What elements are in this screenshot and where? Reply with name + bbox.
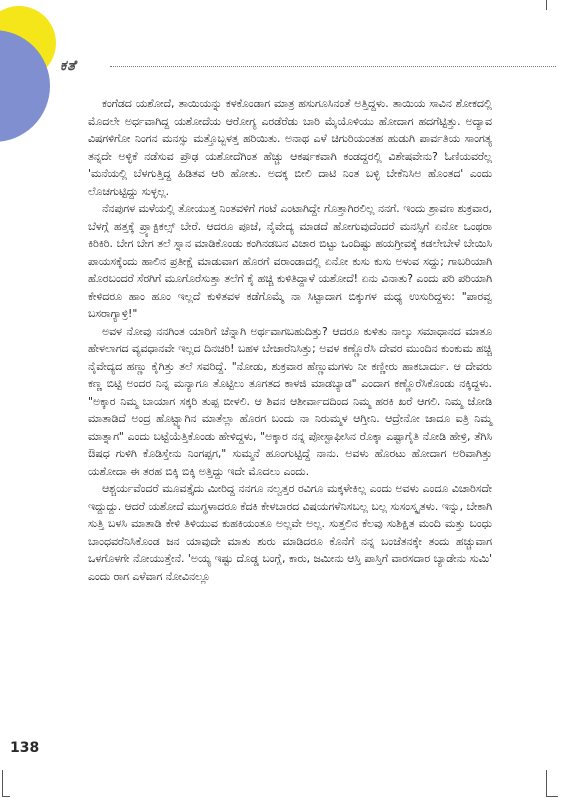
paragraph-4: ಆಶ್ಚರ್ಯವೆಂದರೆ ಮೂವತ್ತೈದು ಮೀರಿದ್ದ ನನಗೂ ನಲ್ವತ್ತರ ರವಿಗೂ ಮಕ್ಕಳೇಕಿಲ್ಲ ಎಂದು ಅವಳು ಎಂದೂ ವಿಚಾರಿಸದೇ ಇದ್ದುದ್ದು. ಆದರೆ ಯಶೋದೆ ಮುಗ್ಧಳಾದರೂ ಕೆದಕಿ ಕೇಳಬಾರದ ವಿಷಯಗಳೆನಿಸಬಲ್ಲ ಬಲ್ಲ ಸುಸಂಸ್ಕೃತಳು. ಇನ್ನು, ಬೇಕಾಗಿ ಸುತ್ತಿ ಬಳಸಿ ಮಾತಾಡಿ ಕೇಳಿ ತಿಳಿಯುವ ಕುಹಕಿಯಂತೂ ಅಲ್ಲವೇ ಅಲ್ಲ. ಸುತ್ತಲಿನ ಕೆಲವು ಸುಶಿಕ್ಷಿತ ಮಂದಿ ಮತ್ತು ಬಂಧು ಬಾಂಧವರೆನಿಸಿಕೊಂಡ ಜನ ಯಾವುದೇ ಮಾತು ಶುರು ಮಾಡಿದರೂ ಕೊನೆಗೆ ನನ್ನ ಬಂಜೆತನಕ್ಕೇ ತಂದು ಹಚ್ಚುವಾಗ ಒಳಗೊಳಗೇ ನೋಯುತ್ತೇನೆ. 'ಅಯ್ಯ ಇಷ್ಟು ದೊಡ್ಡ ಬಂಗ್ಲೆ, ಕಾರು, ಜಮೀನು ಆಸ್ತಿ ಪಾಸ್ತಿಗೆ ವಾರಸದಾರ ಬ್ಯಾಡೇನು ಸುಮಿ' ಎಂದು ರಾಗ ಎಳೆವಾಗ ನೋವಿನಲ್ಲೂ bbox=[88, 482, 492, 583]
story-body bbox=[88, 95, 492, 585]
crop-mark-bottom-right-h bbox=[546, 796, 558, 797]
crop-mark-bottom-left-h bbox=[2, 796, 10, 797]
crop-mark-top-right bbox=[546, 0, 547, 10]
crop-mark-bottom-right bbox=[546, 770, 547, 796]
page-number: 138 bbox=[10, 740, 40, 756]
paragraph-1: ಕಂಗೆಡದ ಯಶೋದೆ, ತಾಯಿಯನ್ನು ಕಳಕೊಂಡಾಗ ಮಾತ್ರ ಹಸುಗೂಸಿನಂತೆ ಅತ್ತಿದ್ದಳು. ತಾಯಿಯ ಸಾವಿನ ಶೋಕದಲ್ಲಿ ಮೊದಲೇ ಅರ್ಧವಾಗಿದ್ದ ಯಶೋದೆಯ ಆರೋಗ್ಯ ಎರಡೆರೆಡು ಬಾರಿ ಮೈಯೊಳಿಯು ಹೋದಾಗ ಹದಗೆಟ್ಟಿತ್ತು. ಅದ್ಯಾವ ವಿಷಗಳಿಗೋ ನಿಂಗನ ಮನಸ್ಸು ಮತ್ತೊಬ್ಬಳತ್ತ ಹರಿಯಿತು. ಅನಾಥ ಎಳೆ ಚಿಗುರಿಯಂತಹ ಹುಡುಗಿ ಪಾರ್ವತಿಯ ಸಾಂಗತ್ಯ ತನ್ನದೇ ಅಳ್ಳಿಕೆ ನಡೆಸುವ ಪ್ರೌಢ ಯಶೋದೆಗಿಂತ ಹೆಚ್ಚು ಆಕರ್ಷಕವಾಗಿ ಕಂಡದ್ದರಲ್ಲಿ ವಿಶೇಷವೇನು? ಓಣಿಯವರೆಲ್ಲ 'ಮನೆಯಲ್ಲಿ ಬೆಳಗುತ್ತಿದ್ದ ಹಿಡಿತವ ಆರಿ ಹೋತು. ಅದಕ್ಕ ಬೀಲಿ ದಾಟಿ ನಿಂತ ಬಳ್ಳಿ ಬೇಕೆನಿಸಿಅ ಹೊಂತದ' ಎಂದು ಲೊಚಗುಟ್ಟಿದ್ದು ಸುಳ್ಳಲ್ಲ. bbox=[88, 97, 492, 198]
paragraph-3: ಅವಳ ನೋವು ನನಗಿಂತ ಯಾರಿಗೆ ಚೆನ್ನಾಗಿ ಅರ್ಥವಾಗಬಹುದಿತ್ತು? ಆದರೂ ಕುಳಿತು ನಾಲ್ಕು ಸಮಾಧಾನದ ಮಾತೂ ಹೇಳಲಾಗದ ವ್ಯವಧಾನವೇ ಇಲ್ಲದ ದಿನಚರಿ! ಬಹಳ ಬೇಜಾರೆನಿಸಿತ್ತು; ಅವಳ ಕಣ್ಣೊರೆಸಿ ದೇವರ ಮುಂದಿನ ಕುಂಕುಮ ಹಚ್ಚಿ ನೈವೇದ್ಯದ ಹಣ್ಣು ಕೈಗಿತ್ತು ತಲೆ ಸವರಿದ್ದೆ. "ನೋಡು, ಶುಕ್ರವಾರ ಹೆಣ್ಣುಮಗಳು ನೀ ಕಣ್ಣೀರು ಹಾಕಬಾರ್ದು. ಆ ದೇವರು ಕಣ್ಣ ಬಿಟ್ಟಿ ಅಂದರ ನಿನ್ನ ಮನ್ಯಾಗೂ ತೊಟ್ಟಿಲು ತೂಗತದ ಕಾಳಜಿ ಮಾಡಬ್ಯಾಡ" ಎಂದಾಗ ಕಣ್ಣೊರೆಸಿಕೊಂಡು ನಕ್ಕಿದ್ದಳು. "ಅಕ್ಕಾರ ನಿಮ್ಮ ಬಾಯಾಗ ಸಕ್ಕರಿ ತುಪ್ಪ ಬೀಳಲಿ. ಆ ಶಿವನ ಆಶೀರ್ವಾದದಿಂದ ನಿಮ್ಮ ಹರಕಿ ಖರೆ ಆಗಲಿ. ನಿಮ್ಮ ಜೋಡಿ ಮಾತಾಡಿದೆ ಅಂದ್ರ ಹೊಟ್ಟ್ಯಾಗಿನ ಮಾತೆಲ್ಲಾ ಹೊರಗ ಬಂದು ನಾ ನಿರುಮ್ಮಳ ಆಗ್ತೀನಿ. ಆದ್ರೇನೋ ಜಾದೂ ಐತ್ರಿ ನಿಮ್ಮ ಮಾತ್ನಾಗ" ಎಂದು ಬಟ್ಟೆಯೆತ್ತಿಕೊಂಡು ಹೇಳಿದ್ದಳು, "ಅಕ್ಕಾರ ನನ್ನ ಪೋಸ್ಟಾಫೀಸಿನ ರೊಕ್ಕಾ ಎಷ್ಟಾಗೈತಿ ನೋಡಿ ಹೇಳ್ರಿ, ತೆಗಿಸಿ ಔಷಧ ಗುಳಿಗಿ ಕೊಡಿಸ್ತೇನು ನಿಂಗಪ್ಪಗ," ಸುಮ್ಮನೆ ಹೂಂಗುಟ್ಟಿದ್ದೆ ನಾನು. ಅವಳು ಹೊರಟು ಹೋದಾಗ ಅರಿವಾಗಿತ್ತು ಯಶೋದಾ ಈ ತರಹ ಬಿಕ್ಕಿ ಬಿಕ್ಕಿ ಅತ್ತಿದ್ದು ಇದೇ ಮೊದಲು ಎಂದು. bbox=[88, 324, 492, 478]
section-tag: ಕತೆ bbox=[60, 58, 77, 74]
paragraph-2: ನೆನಪುಗಳ ಮಳೆಯಲ್ಲಿ ತೋಯುತ್ತ ನಿಂತವಳಿಗೆ ಗಂಟೆ ಎಂಟಾಗಿದ್ದೇ ಗೊತ್ತಾಗಿರಲಿಲ್ಲ ನನಗೆ. ಇಂದು ಶ್ರಾವಣ ಶುಕ್ರವಾರ, ಬೆಳಗ್ಗೆ ಹತ್ತಕ್ಕೆ ಪ್ರ್ಯಾಕ್ಟಿಕಲ್ಸ್ ಬೇರೆ. ಆದರೂ ಪೂಜೆ, ನೈವೇದ್ಯ ಮಾಡದೆ ಹೋಗುವುದೆಂದರೆ ಮನಸ್ಸಿಗೆ ಏನೋ ಒಂಥರಾ ಕಿರಿಕಿರಿ. ಬೇಗ ಬೇಗ ತಲೆ ಸ್ನಾನ ಮಾಡಿಕೊಂಡು ಕಂಗಿನಡಬನ ವಿಚಾರ ಬಿಟ್ಟು ಒಂದಿಷ್ಟು ಹಯಗ್ರೀವಕ್ಕೆ ಕಡಲೇಬೇಳೆ ಬೇಯಿಸಿ ಪಾಯಸಕ್ಕೆಂದು ಹಾಲಿನ ಪ್ರತೀಕ್ಷೆ ಮಾಡುವಾಗ ಹೊರಗೆ ವರಾಂಡಾದಲ್ಲಿ ಏನೋ ಕುಸು ಕುಸು ಅಳುವ ಸದ್ದು; ಗಾಬರಿಯಾಗಿ ಹೊರಬಂದರೆ ಸೆರಗಿಗೆ ಮೂಗೊರೆಸುತ್ತಾ ತಲೆಗೆ ಕೈ ಹಚ್ಚಿ ಕುಳಿತಿದ್ದಾಳೆ ಯಶೋದೆ! ಏನು ವಿನಾತು? ಎಂದು ಪರಿ ಪರಿಯಾಗಿ ಕೇಳಿದರೂ ಹಾಂ ಹೂಂ ಇಲ್ಲದೆ ಕುಳಿತವಳ ಕಡೆಗೊಮ್ಮೆ ನಾ ಸಿಟ್ಟಾದಾಗ ಬಿಕ್ಕುಗಳ ಮಧ್ಯ ಉಸುರಿದ್ದಳು: "ಪಾರವ್ವ ಬಸರಾಗ್ಯಾಳ್ರಿ!" bbox=[88, 202, 492, 320]
header-dotted-rule bbox=[110, 66, 556, 67]
crop-mark-bottom-left bbox=[2, 770, 3, 796]
